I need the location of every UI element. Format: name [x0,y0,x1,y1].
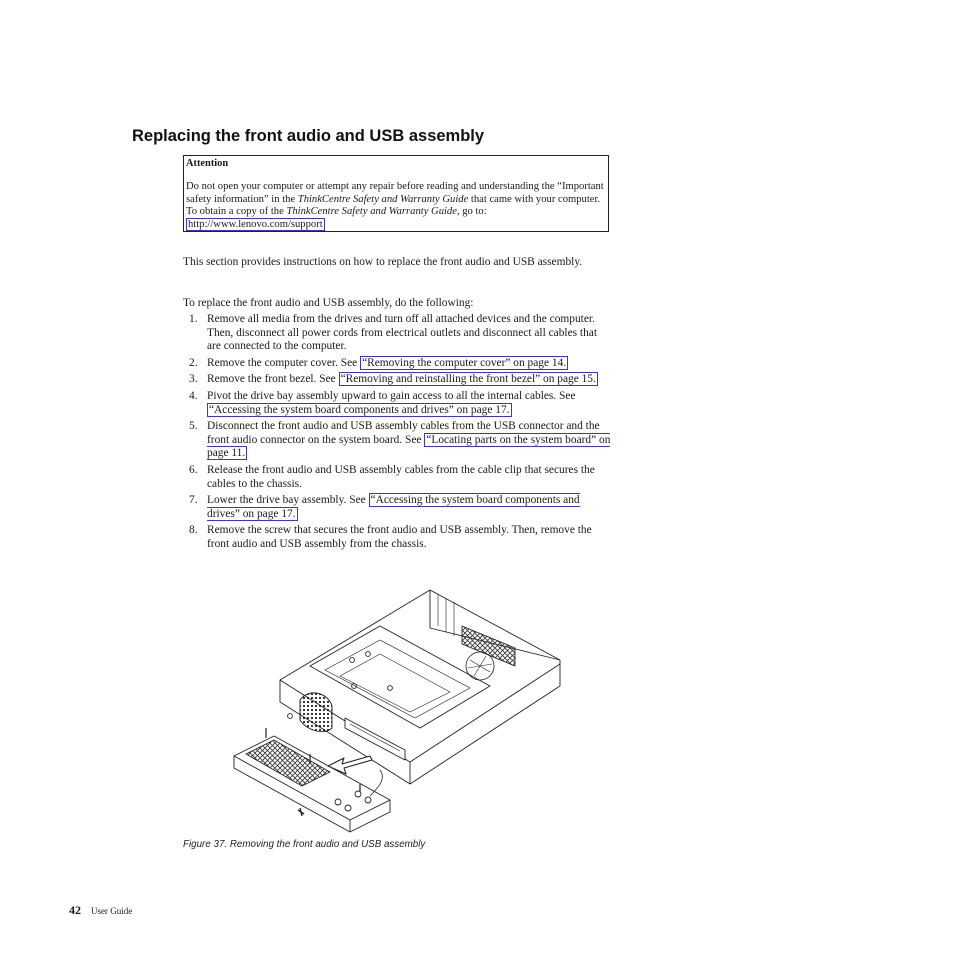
step-text: Remove the screw that secures the front audio and USB assembly. Then, remove the front audio and USB assembly from the chassis. [207,524,592,550]
attention-notice [183,155,609,232]
attention-text-part: that came with your computer. To obtain a copy of the [186,193,601,218]
cross-reference-link[interactable]: “Removing the computer cover” on page 14. [362,356,567,369]
attention-text-part: Do not open your computer or attempt any repair before reading and understanding the “Important safety information” in the [186,180,604,205]
intro-paragraph: This section provides instructions on how to replace the front audio and USB assembly. [183,256,583,268]
step-item [183,420,613,461]
step-item [183,464,613,491]
step-number: 8. [189,524,198,537]
step-text: Disconnect the front audio and USB assembly cables from the USB connector and the front audio connector on the system board. See [207,420,600,446]
step-text: Remove the computer cover. See [207,356,361,369]
step-text: Pivot the drive bay assembly upward to gain access to all the internal cables. See [207,389,576,402]
cross-reference-link[interactable]: “Locating parts on the system board” on page 11. [207,433,611,460]
footer-title: User Guide [91,906,133,916]
screw-icon [298,808,304,816]
step-number: 6. [189,463,198,476]
attention-text [186,181,606,232]
step-number: 4. [189,389,198,402]
step-text: Remove all media from the drives and turn off all attached devices and the computer. Then, disconnect all power cords from electrical outlets and disconnect all cables that are connected to the computer. [207,313,597,353]
step-item [183,390,613,417]
step-item [183,313,613,354]
step-item [183,524,613,551]
figure-caption: Figure 37. Removing the front audio and USB assembly [183,839,426,850]
step-number: 2. [189,356,198,369]
step-number: 7. [189,494,198,507]
guide-title: ThinkCentre Safety and Warranty Guide [297,193,469,205]
step-number: 1. [189,313,198,325]
step-item [183,373,613,387]
guide-title: ThinkCentre Safety and Warranty Guide [286,206,457,218]
cross-reference-link[interactable]: “Removing and reinstalling the front bezel” on page 15. [340,373,596,386]
step-text: Lower the drive bay assembly. See [207,494,369,507]
steps-list [183,313,613,555]
step-number: 3. [189,373,198,386]
attention-title: Attention [186,158,229,169]
lead-paragraph: To replace the front audio and USB assembly, do the following: [183,297,474,309]
attention-text-part: , go to: [456,206,487,218]
page-number: 42 [69,903,81,917]
page-footer [69,901,132,919]
step-item [183,494,613,521]
cross-reference-link[interactable]: “Accessing the system board components and drives” on page 17. [207,494,580,520]
cross-reference-link[interactable]: “Accessing the system board components and drives” on page 17. [209,403,510,416]
step-text: Release the front audio and USB assembly cables from the cable clip that secures the cables to the chassis. [207,463,595,490]
step-item [183,357,613,371]
section-heading: Replacing the front audio and USB assembly [132,127,485,145]
chassis-illustration [230,588,570,833]
support-link[interactable]: http://www.lenovo.com/support [188,219,323,231]
step-text: Remove the front bezel. See [207,373,339,386]
step-number: 5. [189,420,198,433]
front-vent [300,693,332,732]
